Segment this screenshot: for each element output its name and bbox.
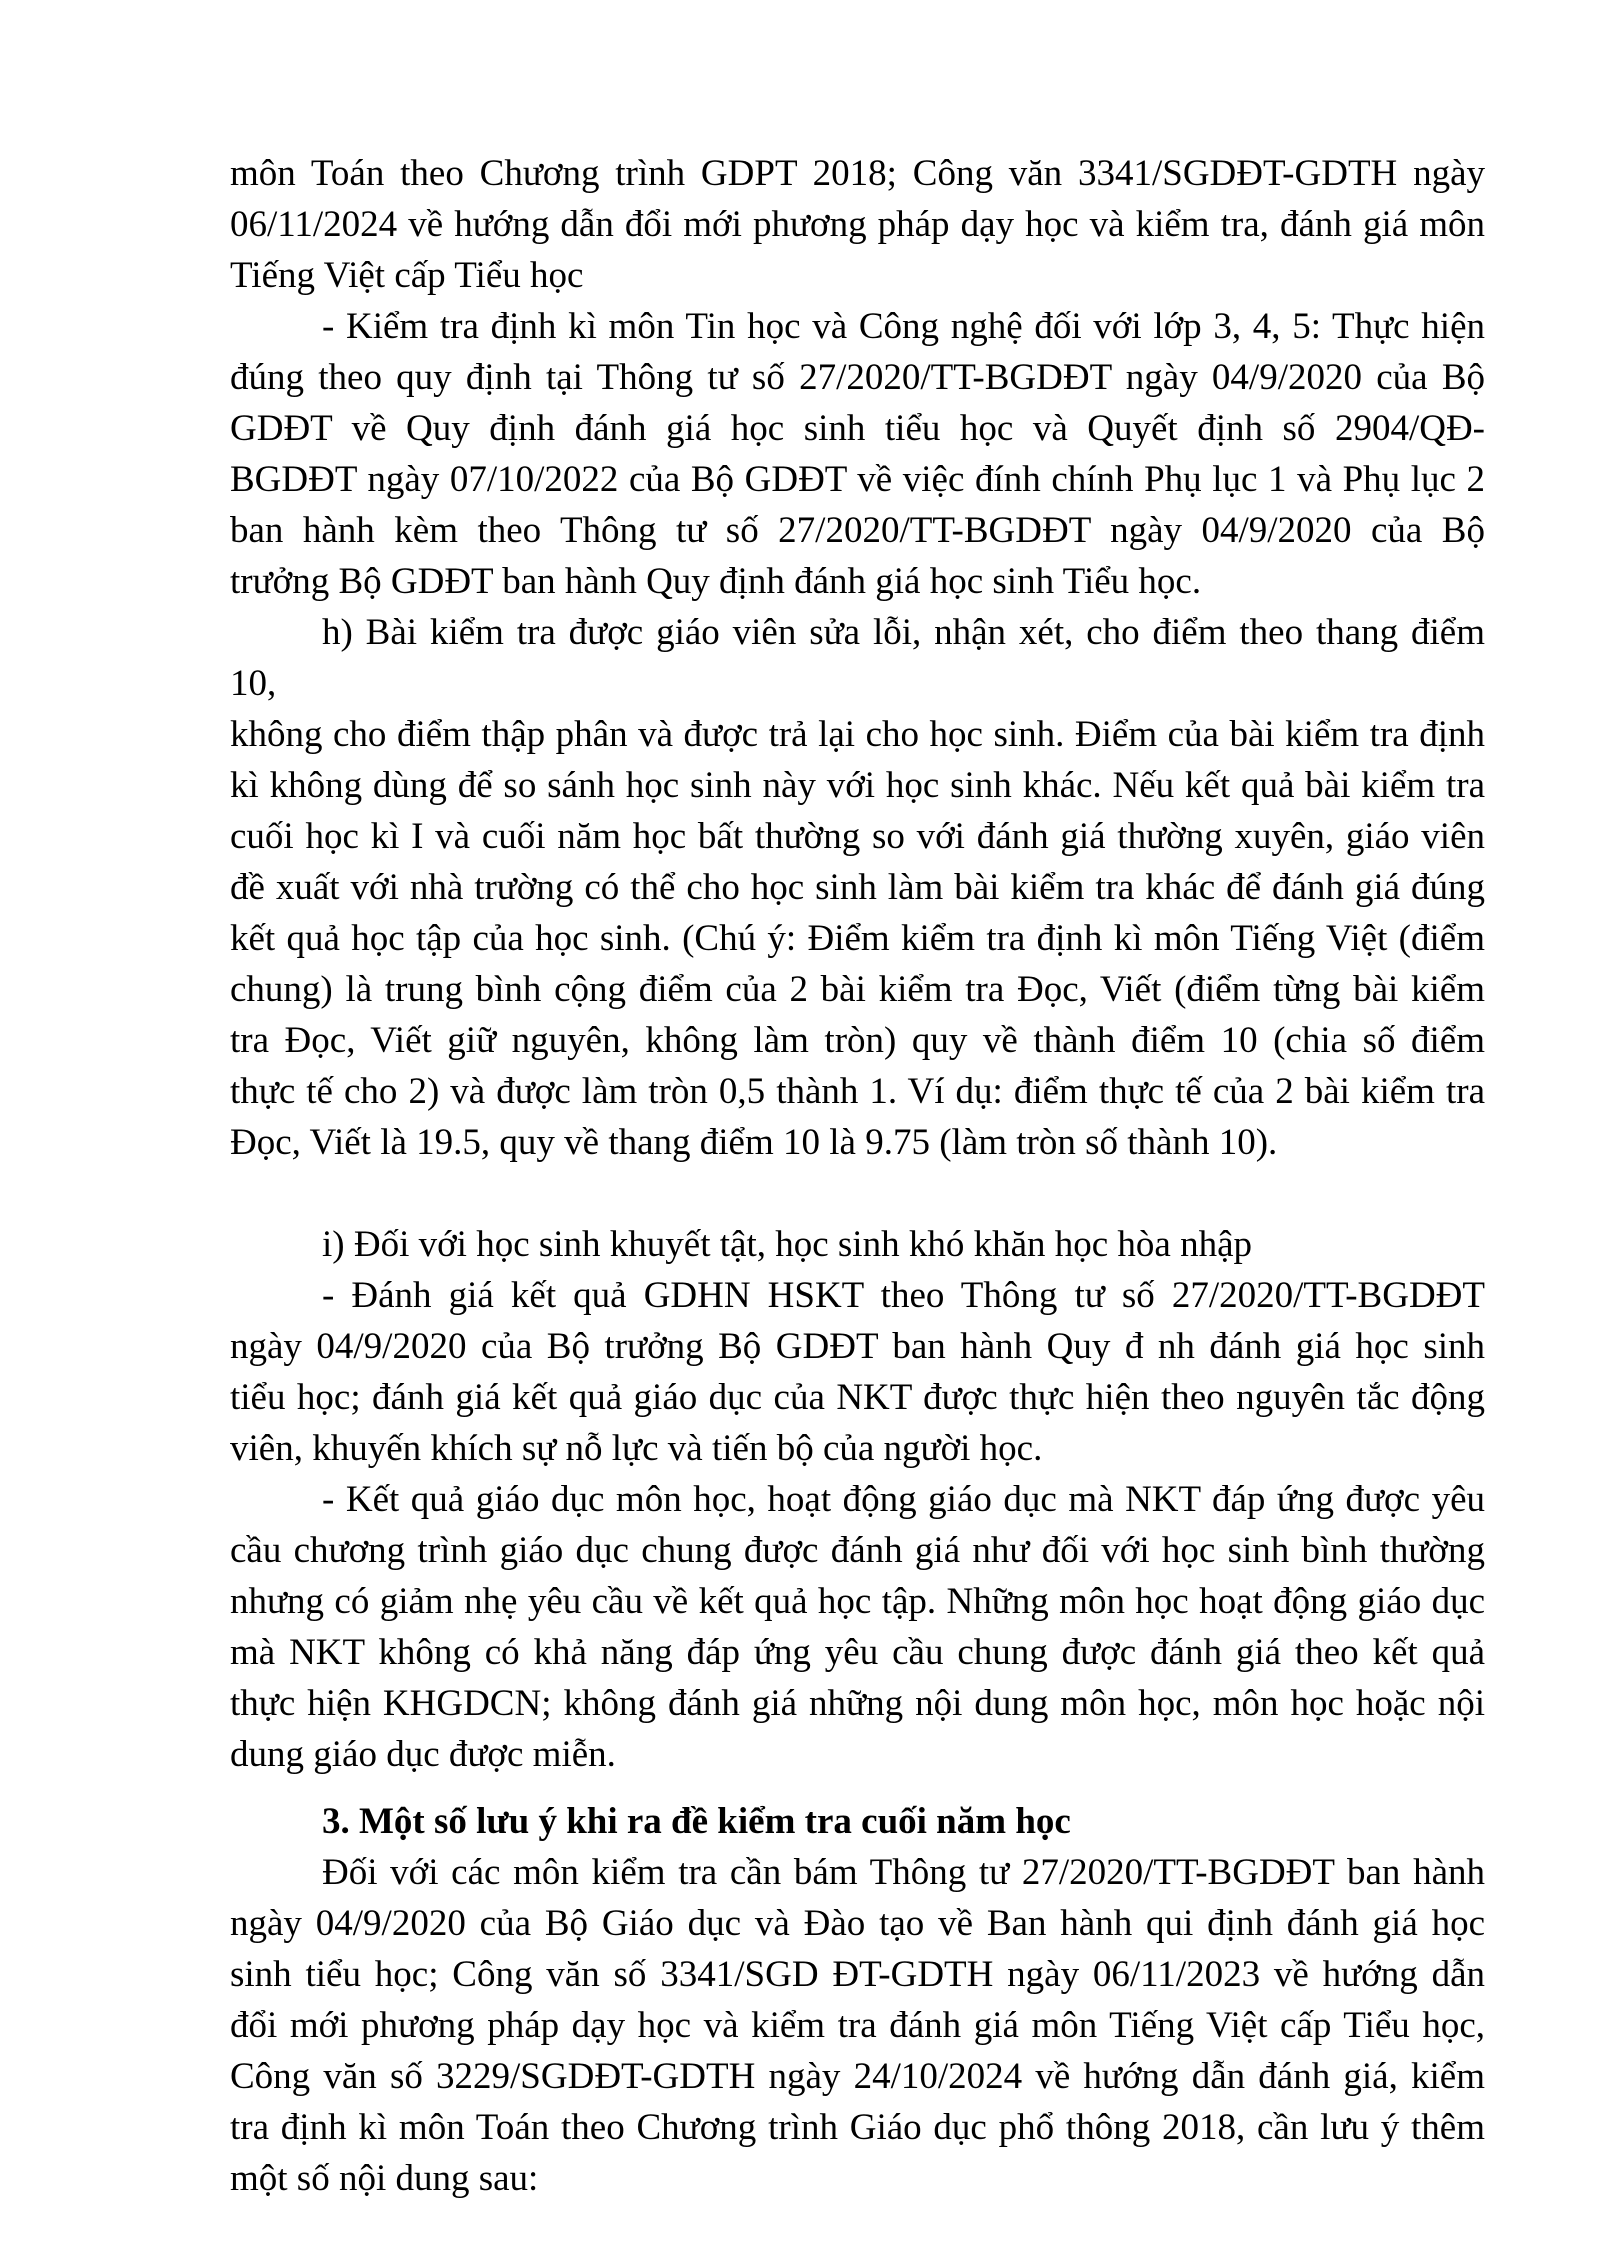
- document-body: [230, 148, 1485, 2204]
- text-line: thực tế cho 2) và được làm tròn 0,5 thành 1. Ví dụ: điểm thực tế của 2 bài kiểm tra: [230, 1071, 1485, 1112]
- paragraph: [230, 1474, 1485, 1780]
- text-line: môn Toán theo Chương trình GDPT 2018; Công văn 3341/SGDĐT-GDTH ngày: [230, 153, 1485, 194]
- text-line: BGDĐT ngày 07/10/2022 của Bộ GDĐT về việc đính chính Phụ lục 1 và Phụ lục 2: [230, 459, 1485, 500]
- paragraph: [230, 148, 1485, 301]
- text-line: đề xuất với nhà trường có thể cho học sinh làm bài kiểm tra khác để đánh giá đúng: [230, 867, 1485, 908]
- paragraph: [230, 1219, 1485, 1270]
- text-line: ban hành kèm theo Thông tư số 27/2020/TT-BGDĐT ngày 04/9/2020 của Bộ: [230, 510, 1485, 551]
- text-line: Công văn số 3229/SGDĐT-GDTH ngày 24/10/2024 về hướng dẫn đánh giá, kiểm: [230, 2056, 1485, 2097]
- text-line: ngày 04/9/2020 của Bộ Giáo dục và Đào tạo về Ban hành qui định đánh giá học: [230, 1903, 1485, 1944]
- text-line: không cho điểm thập phân và được trả lại cho học sinh. Điểm của bài kiểm tra định: [230, 714, 1485, 755]
- text-line: ngày 04/9/2020 của Bộ trưởng Bộ GDĐT ban hành Quy đ nh đánh giá học sinh: [230, 1326, 1485, 1367]
- text-line: - Đánh giá kết quả GDHN HSKT theo Thông tư số 27/2020/TT-BGDĐT: [322, 1275, 1485, 1316]
- text-line: cầu chương trình giáo dục chung được đánh giá như đối với học sinh bình thường: [230, 1530, 1485, 1571]
- text-line: dung giáo dục được miễn.: [230, 1734, 616, 1775]
- paragraph: [230, 607, 1485, 1168]
- text-line: - Kết quả giáo dục môn học, hoạt động giáo dục mà NKT đáp ứng được yêu: [322, 1479, 1485, 1520]
- text-line: h) Bài kiểm tra được giáo viên sửa lỗi, nhận xét, cho điểm theo thang điểm 10,: [230, 612, 1485, 704]
- text-line: một số nội dung sau:: [230, 2158, 539, 2199]
- text-line: tra Đọc, Viết giữ nguyên, không làm tròn) quy về thành điểm 10 (chia số điểm: [230, 1020, 1485, 1061]
- text-line: tra định kì môn Toán theo Chương trình Giáo dục phổ thông 2018, cần lưu ý thêm: [230, 2107, 1485, 2148]
- section-heading: [230, 1796, 1485, 1847]
- paragraph: [230, 1270, 1485, 1474]
- text-line: 3. Một số lưu ý khi ra đề kiểm tra cuối năm học: [322, 1801, 1071, 1842]
- text-line: kết quả học tập của học sinh. (Chú ý: Điểm kiểm tra định kì môn Tiếng Việt (điểm: [230, 918, 1485, 959]
- text-line: nhưng có giảm nhẹ yêu cầu về kết quả học tập. Những môn học hoạt động giáo dục: [230, 1581, 1485, 1622]
- paragraph: [230, 1847, 1485, 2204]
- text-line: Tiếng Việt cấp Tiểu học: [230, 255, 584, 296]
- paragraph: [230, 301, 1485, 607]
- text-line: đúng theo quy định tại Thông tư số 27/2020/TT-BGDĐT ngày 04/9/2020 của Bộ: [230, 357, 1485, 398]
- text-line: kì không dùng để so sánh học sinh này với học sinh khác. Nếu kết quả bài kiểm tra: [230, 765, 1485, 806]
- text-line: i) Đối với học sinh khuyết tật, học sinh khó khăn học hòa nhập: [322, 1224, 1253, 1265]
- text-line: mà NKT không có khả năng đáp ứng yêu cầu chung được đánh giá theo kết quả: [230, 1632, 1485, 1673]
- text-line: - Kiểm tra định kì môn Tin học và Công nghệ đối với lớp 3, 4, 5: Thực hiện: [322, 306, 1485, 347]
- text-line: đổi mới phương pháp dạy học và kiểm tra đánh giá môn Tiếng Việt cấp Tiểu học,: [230, 2005, 1485, 2046]
- text-line: viên, khuyến khích sự nỗ lực và tiến bộ của người học.: [230, 1428, 1043, 1469]
- text-line: tiểu học; đánh giá kết quả giáo dục của NKT được thực hiện theo nguyên tắc động: [230, 1377, 1485, 1418]
- text-line: 06/11/2024 về hướng dẫn đổi mới phương pháp dạy học và kiểm tra, đánh giá môn: [230, 204, 1485, 245]
- text-line: thực hiện KHGDCN; không đánh giá những nội dung môn học, môn học hoặc nội: [230, 1683, 1485, 1724]
- text-line: GDĐT về Quy định đánh giá học sinh tiểu học và Quyết định số 2904/QĐ-: [230, 408, 1485, 449]
- text-line: Đối với các môn kiểm tra cần bám Thông tư 27/2020/TT-BGDĐT ban hành: [322, 1852, 1485, 1893]
- text-line: sinh tiểu học; Công văn số 3341/SGD ĐT-GDTH ngày 06/11/2023 về hướng dẫn: [230, 1954, 1485, 1995]
- text-line: Đọc, Viết là 19.5, quy về thang điểm 10 là 9.75 (làm tròn số thành 10).: [230, 1122, 1278, 1163]
- text-line: trưởng Bộ GDĐT ban hành Quy định đánh giá học sinh Tiểu học.: [230, 561, 1202, 602]
- text-line: cuối học kì I và cuối năm học bất thường so với đánh giá thường xuyên, giáo viên: [230, 816, 1485, 857]
- text-line: chung) là trung bình cộng điểm của 2 bài kiểm tra Đọc, Viết (điểm từng bài kiểm: [230, 969, 1485, 1010]
